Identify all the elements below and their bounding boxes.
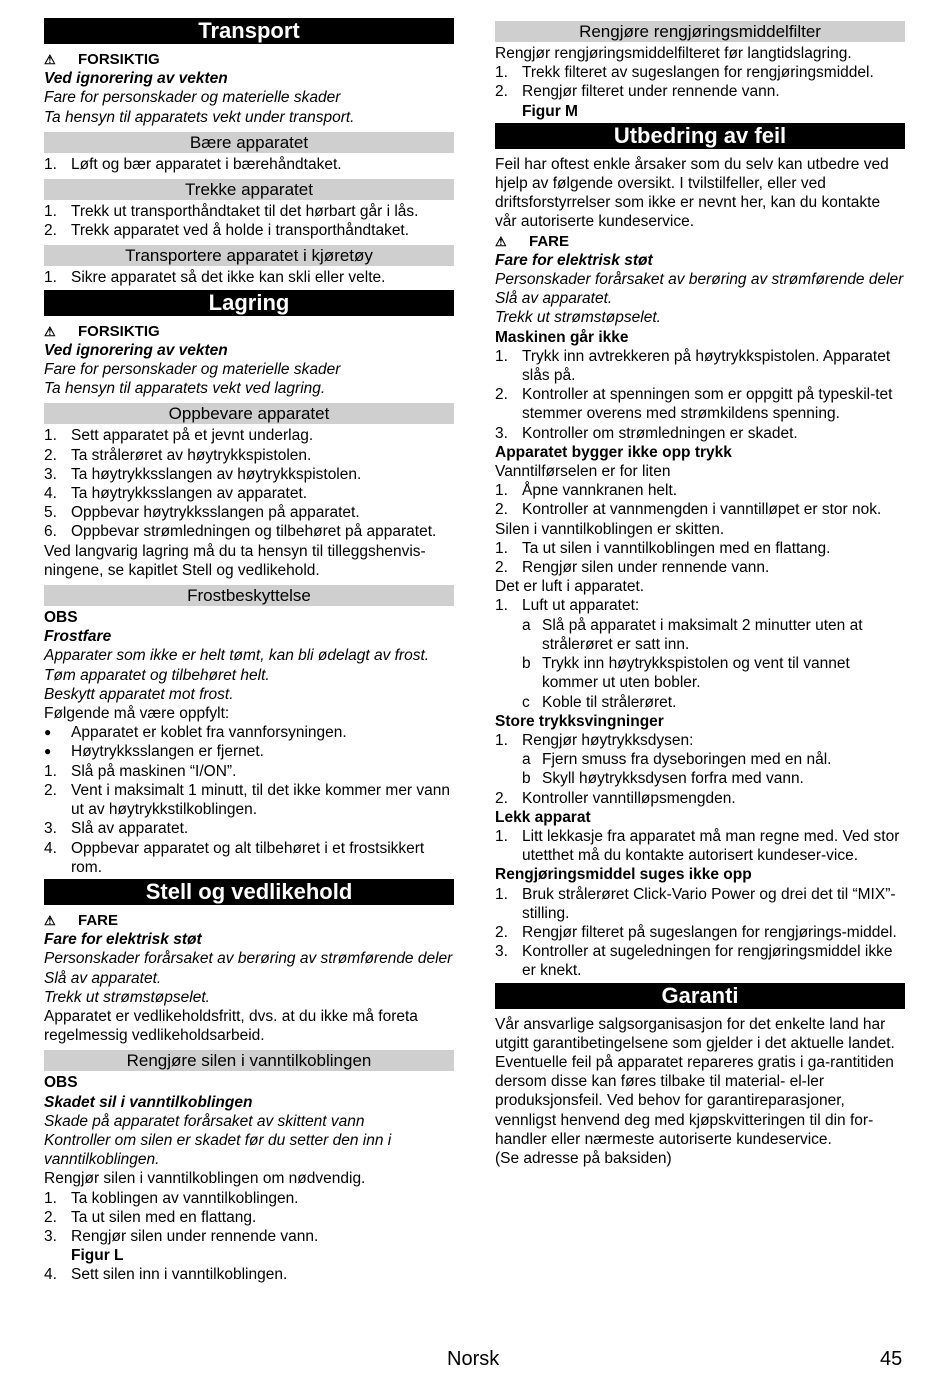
subsection-heading: Bære apparatet xyxy=(44,132,454,153)
list-item xyxy=(495,942,905,980)
hazard-text: Beskytt apparatet mot frost. xyxy=(44,685,234,703)
list-number: 1. xyxy=(495,539,508,557)
hazard-title: Fare for elektrisk støt xyxy=(495,251,653,269)
sub-list-item xyxy=(495,769,905,788)
hazard-title: Skadet sil i vanntilkoblingen xyxy=(44,1093,253,1111)
list-number: 2. xyxy=(495,83,508,101)
subsection-heading: Transportere apparatet i kjøretøy xyxy=(44,245,454,266)
list-item xyxy=(495,385,905,423)
list-text: Kontroller at spenningen som er oppgitt på typeskil-tet stemmer overens med strømkildens spenning. xyxy=(522,386,893,423)
list-number: 1. xyxy=(495,597,508,615)
list-number: 3. xyxy=(495,424,508,442)
bullet-text: Høytrykksslangen er fjernet. xyxy=(71,743,264,761)
list-number: 2. xyxy=(44,222,57,240)
list-number: 1. xyxy=(495,347,508,365)
list-number: 2. xyxy=(495,923,508,941)
hazard-text: Trekk ut strømstøpselet. xyxy=(44,988,210,1006)
list-item xyxy=(44,465,454,484)
hazard-text: Personskader forårsaket av berøring av strømførende deler xyxy=(495,271,904,289)
list-text: Ta strålerøret av høytrykkspistolen. xyxy=(71,446,312,464)
list-number: 1. xyxy=(495,482,508,500)
list-text: Slå av apparatet. xyxy=(71,820,189,838)
list-number: 2. xyxy=(44,1208,57,1226)
left-column xyxy=(44,16,454,1285)
list-item xyxy=(495,82,905,101)
list-text: Ta ut silen med en flattang. xyxy=(71,1208,257,1226)
list-number: 4. xyxy=(44,1266,57,1284)
right-column xyxy=(495,16,905,1168)
list-item xyxy=(44,819,454,838)
hazard-title: Frostfare xyxy=(44,628,112,646)
list-number: 2. xyxy=(495,386,508,404)
bullet-icon: ● xyxy=(44,725,52,740)
list-text: Skyll høytrykksdysen forfra med vann. xyxy=(542,770,804,788)
list-text: Slå på apparatet i maksimalt 2 minutter uten at strålerøret er satt inn. xyxy=(542,616,863,653)
list-text: Sett silen inn i vanntilkoblingen. xyxy=(71,1266,288,1284)
list-item xyxy=(44,1208,454,1227)
list-item xyxy=(44,268,454,287)
list-item xyxy=(495,481,905,500)
hazard-title: Ved ignorering av vekten xyxy=(44,341,228,359)
list-item xyxy=(495,424,905,443)
warning-label xyxy=(44,322,454,341)
paragraph: Silen i vanntilkoblingen er skitten. xyxy=(495,520,725,538)
bold-heading: Rengjøringsmiddel suges ikke opp xyxy=(495,866,752,884)
page-number: 45 xyxy=(880,1348,903,1370)
warning-label xyxy=(44,911,454,930)
list-number: 2. xyxy=(495,501,508,519)
bold-heading: Store trykksvingninger xyxy=(495,712,664,730)
list-number: 5. xyxy=(44,504,57,522)
hazard-text: Ta hensyn til apparatets vekt ved lagring. xyxy=(44,380,326,398)
hazard-text: Skade på apparatet forårsaket av skittent vann xyxy=(44,1112,365,1130)
warning-label xyxy=(495,232,905,251)
list-number: 1. xyxy=(44,155,57,173)
list-item xyxy=(495,923,905,942)
list-text: Oppbevar strømledningen og tilbehøret på apparatet. xyxy=(71,523,437,541)
list-number: 3. xyxy=(44,465,57,483)
list-text: Fjern smuss fra dyseboringen med en nål. xyxy=(542,751,832,769)
list-number: 2. xyxy=(495,559,508,577)
list-item xyxy=(495,558,905,577)
subsection-heading: Rengjøre silen i vanntilkoblingen xyxy=(44,1050,454,1071)
subsection-heading: Oppbevare apparatet xyxy=(44,403,454,424)
list-number: 1. xyxy=(44,269,57,287)
paragraph: Rengjør rengjøringsmiddelfilteret før langtidslagring. xyxy=(495,45,852,62)
paragraph: Følgende må være oppfylt: xyxy=(44,705,230,723)
list-number: 1. xyxy=(495,731,508,749)
list-item xyxy=(495,596,905,615)
hazard-text: Tøm apparatet og tilbehøret helt. xyxy=(44,666,270,684)
hazard-text: Trekk ut strømstøpselet. xyxy=(495,309,661,327)
list-text: Koble til strålerøret. xyxy=(542,693,677,711)
list-item xyxy=(44,781,454,819)
footer-language: Norsk xyxy=(447,1348,500,1370)
hazard-text: Kontroller om silen er skadet før du setter den inn i vanntilkoblingen. xyxy=(44,1131,392,1169)
list-text: Kontroller vanntilløpsmengden. xyxy=(522,789,736,807)
list-text: Sikre apparatet så det ikke kan skli eller velte. xyxy=(71,269,386,287)
hazard-title: Ved ignorering av vekten xyxy=(44,70,228,88)
paragraph: Feil har oftest enkle årsaker som du selv kan utbedre ved hjelp av følgende oversikt. I tvilstilfeller, eller ved driftsforstyrrelser som ikke er nevnt her, kan du kontakte vår autoriserte kundeservice. xyxy=(495,155,889,231)
bullet-item xyxy=(44,742,454,761)
list-text: Rengjør silen under rennende vann. xyxy=(522,559,770,577)
list-number: c xyxy=(522,693,530,711)
section-heading: Stell og vedlikehold xyxy=(44,879,454,905)
list-item xyxy=(44,1265,454,1284)
list-item xyxy=(44,202,454,221)
list-text: Rengjør høytrykksdysen: xyxy=(522,731,694,749)
list-item xyxy=(495,500,905,519)
list-number: 4. xyxy=(44,839,57,857)
section-heading: Utbedring av feil xyxy=(495,123,905,149)
bold-heading: Lekk apparat xyxy=(495,808,591,826)
list-item xyxy=(495,63,905,82)
list-text: Oppbevar apparatet og alt tilbehøret i et frostsikkert rom. xyxy=(71,839,425,876)
list-number: 3. xyxy=(44,820,57,838)
list-text: Rengjør silen under rennende vann. xyxy=(71,1227,319,1245)
bold-heading: Apparatet bygger ikke opp trykk xyxy=(495,443,732,461)
paragraph: Apparatet er vedlikeholdsfritt, dvs. at du ikke må foreta regelmessig vedlikeholdsarbeid. xyxy=(44,1007,418,1045)
list-number: a xyxy=(522,616,531,634)
warning-text: FORSIKTIG xyxy=(78,322,160,340)
list-text: Åpne vannkranen helt. xyxy=(522,482,678,500)
warning-triangle-icon: ⚠ xyxy=(44,323,56,339)
list-text: Kontroller om strømledningen er skadet. xyxy=(522,424,798,442)
hazard-text: Fare for personskader og materielle skader xyxy=(44,89,341,107)
hazard-text: Fare for personskader og materielle skader xyxy=(44,361,341,379)
list-number: 2. xyxy=(44,781,57,799)
hazard-text: Slå av apparatet. xyxy=(495,290,613,308)
list-text: Bruk strålerøret Click-Vario Power og drei det til “MIX”-stilling. xyxy=(522,885,896,922)
section-heading: Garanti xyxy=(495,983,905,1009)
list-item xyxy=(44,221,454,240)
list-text: Vent i maksimalt 1 minutt, til det ikke kommer mer vann ut av høytrykkstilkoblingen. xyxy=(71,781,451,819)
figure-reference: Figur L xyxy=(71,1247,124,1265)
list-number: 1. xyxy=(495,827,508,845)
list-text: Litt lekkasje fra apparatet må man regne med. Ved stor utetthet må du kontakte autorisert kundeser-vice. xyxy=(522,827,900,865)
paragraph: Vanntilførselen er for liten xyxy=(495,463,671,481)
list-number: b xyxy=(522,770,531,788)
sub-list-item xyxy=(495,654,905,692)
bullet-text: Apparatet er koblet fra vannforsyningen. xyxy=(71,724,347,742)
list-text: Trekk apparatet ved å holde i transporthåndtaket. xyxy=(71,222,410,240)
list-item xyxy=(495,827,905,865)
list-number: 6. xyxy=(44,523,57,541)
list-item xyxy=(495,347,905,385)
section-heading: Transport xyxy=(44,18,454,44)
list-text: Trykk inn høytrykkspistolen og vent til vannet kommer ut uten bobler. xyxy=(542,655,850,692)
list-item xyxy=(44,503,454,522)
subsection-heading: Trekke apparatet xyxy=(44,179,454,200)
list-number: 3. xyxy=(495,943,508,961)
list-item xyxy=(44,522,454,541)
list-item xyxy=(44,839,454,877)
subsection-heading: Rengjøre rengjøringsmiddelfilter xyxy=(495,21,905,42)
list-number: 1. xyxy=(495,64,508,82)
list-text: Trykk inn avtrekkeren på høytrykkspistolen. Apparatet slås på. xyxy=(522,347,891,385)
list-number: 2. xyxy=(495,789,508,807)
list-text: Trekk filteret av sugeslangen for rengjøringsmiddel. xyxy=(522,64,874,82)
list-number: 1. xyxy=(44,762,57,780)
list-text: Ta ut silen i vanntilkoblingen med en flattang. xyxy=(522,539,831,557)
list-number: a xyxy=(522,751,531,769)
warning-label xyxy=(44,50,454,69)
sub-list-item xyxy=(495,750,905,769)
list-item xyxy=(495,885,905,923)
list-number: 3. xyxy=(44,1227,57,1245)
paragraph: (Se adresse på baksiden) xyxy=(495,1149,672,1167)
warning-triangle-icon: ⚠ xyxy=(495,233,507,249)
list-text: Ta koblingen av vanntilkoblingen. xyxy=(71,1189,299,1207)
sub-list-item xyxy=(495,616,905,654)
list-number: b xyxy=(522,655,531,673)
subsection-heading: Frostbeskyttelse xyxy=(44,585,454,606)
list-item xyxy=(495,731,905,750)
hazard-title: Fare for elektrisk støt xyxy=(44,931,202,949)
list-text: Luft ut apparatet: xyxy=(522,597,640,615)
list-number: 1. xyxy=(44,427,57,445)
warning-triangle-icon: ⚠ xyxy=(44,52,56,67)
list-text: Løft og bær apparatet i bærehåndtaket. xyxy=(71,155,342,173)
warning-triangle-icon: ⚠ xyxy=(44,912,56,928)
bold-heading: OBS xyxy=(44,609,78,627)
sub-list-item xyxy=(495,693,905,712)
paragraph: Det er luft i apparatet. xyxy=(495,578,645,596)
hazard-text: Apparater som ikke er helt tømt, kan bli ødelagt av frost. xyxy=(44,647,430,665)
list-text: Rengjør filteret under rennende vann. xyxy=(522,83,780,101)
list-item xyxy=(44,426,454,445)
list-number: 1. xyxy=(44,1189,57,1207)
list-number: 1. xyxy=(495,885,508,903)
list-item xyxy=(44,155,454,174)
warning-text: FORSIKTIG xyxy=(78,51,160,68)
hazard-text: Ta hensyn til apparatets vekt under transport. xyxy=(44,108,355,126)
paragraph: Ved langvarig lagring må du ta hensyn til tilleggshenvis-ningene, se kapitlet Stell og vedlikehold. xyxy=(44,542,426,579)
paragraph: Rengjør silen i vanntilkoblingen om nødvendig. xyxy=(44,1170,366,1188)
bold-heading: OBS xyxy=(44,1074,78,1092)
list-item xyxy=(495,539,905,558)
list-item xyxy=(44,1227,454,1246)
figure-reference: Figur M xyxy=(522,102,578,120)
list-text: Sett apparatet på et jevnt underlag. xyxy=(71,427,314,445)
list-number: 2. xyxy=(44,446,57,464)
list-number: 4. xyxy=(44,485,57,503)
warning-text: FARE xyxy=(529,232,570,250)
list-text: Ta høytrykksslangen av apparatet. xyxy=(71,485,308,503)
list-text: Rengjør filteret på sugeslangen for rengjørings-middel. xyxy=(522,923,897,941)
bold-heading: Maskinen går ikke xyxy=(495,328,629,346)
hazard-text: Personskader forårsaket av berøring av strømførende deler xyxy=(44,950,453,968)
list-item xyxy=(44,1189,454,1208)
bullet-icon: ● xyxy=(44,744,52,759)
paragraph: Vår ansvarlige salgsorganisasjon for det enkelte land har utgitt garantibetingelsene som gjelder i det aktuelle landet. Eventuelle feil på apparatet repareres gratis i ga-rantitiden dersom disse kan føres tilbake til material- el-ler produksjonsfeil. Ved behov for garantireparasjoner, vennligst henvend deg med kjøpskvitteringen til din for-handler eller nærmeste autoriserte kundeservice. xyxy=(495,1015,895,1148)
list-text: Trekk ut transporthåndtaket til det hørbart går i lås. xyxy=(71,203,419,221)
list-item xyxy=(44,762,454,781)
list-item xyxy=(44,446,454,465)
list-item xyxy=(44,484,454,503)
bullet-item xyxy=(44,723,454,742)
section-heading: Lagring xyxy=(44,290,454,316)
list-number: 1. xyxy=(44,203,57,221)
list-text: Kontroller at sugeledningen for rengjøringsmiddel ikke er knekt. xyxy=(522,943,893,980)
hazard-text: Slå av apparatet. xyxy=(44,969,162,987)
list-text: Ta høytrykksslangen av høytrykkspistolen. xyxy=(71,465,362,483)
list-text: Kontroller at vannmengden i vanntilløpet er stor nok. xyxy=(522,501,882,519)
warning-text: FARE xyxy=(78,911,119,929)
list-item xyxy=(495,789,905,808)
list-text: Oppbevar høytrykksslangen på apparatet. xyxy=(71,504,360,522)
list-text: Slå på maskinen “I/ON”. xyxy=(71,762,237,780)
